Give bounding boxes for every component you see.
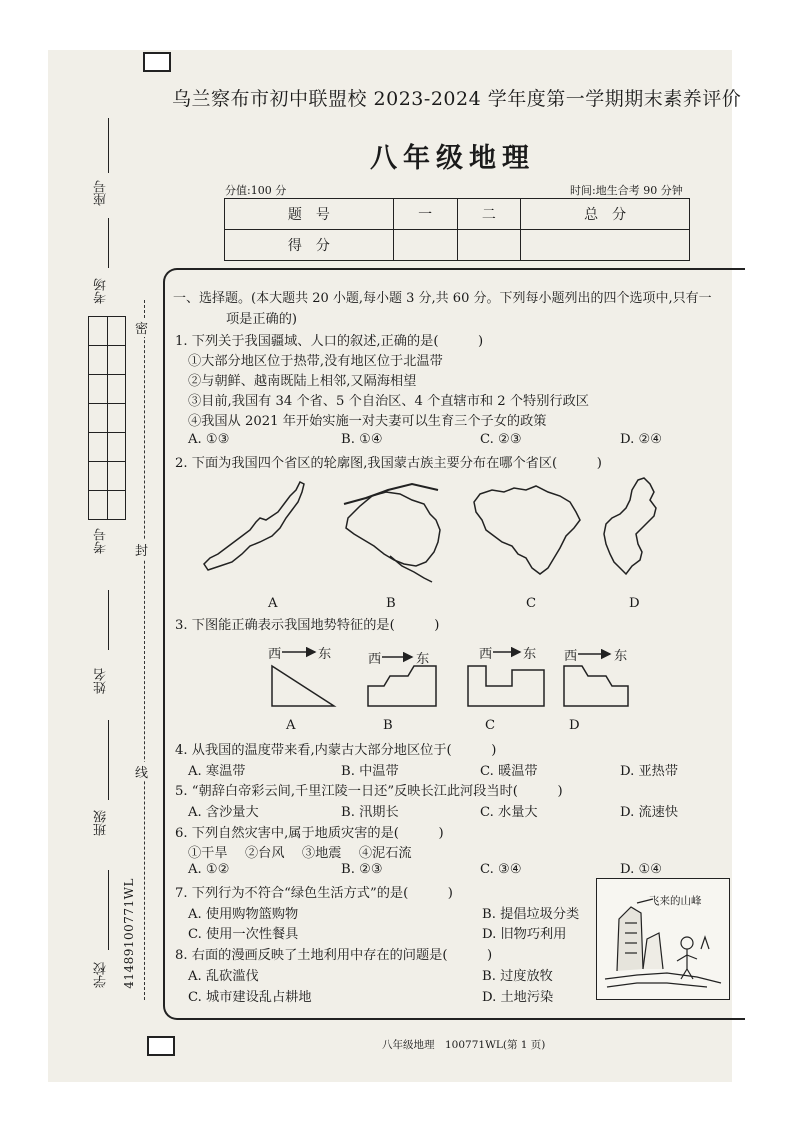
q1-option-d[interactable]: D. ②④ xyxy=(620,432,663,447)
q4-option-d[interactable]: D. 亚热带 xyxy=(620,764,679,779)
q1-item: ③目前,我国有 34 个省、5 个自治区、4 个直辖市和 2 个特别行政区 xyxy=(188,394,589,409)
q3-d-west: 西 xyxy=(564,649,578,664)
q7-option-c[interactable]: C. 使用一次性餐具 xyxy=(188,927,299,942)
seal-mark-feng: 封 xyxy=(135,540,148,559)
land-use-cartoon xyxy=(596,878,730,1000)
q3-d-east: 东 xyxy=(614,649,628,664)
q3-a-east: 东 xyxy=(318,647,332,662)
q3-c-west: 西 xyxy=(479,647,493,662)
seat-fill-line[interactable] xyxy=(108,118,109,173)
q8-option-d[interactable]: D. 土地污染 xyxy=(482,990,554,1005)
name-label: 姓名 xyxy=(94,668,109,694)
class-fill-line[interactable] xyxy=(108,720,109,800)
seal-line xyxy=(144,300,145,1000)
score-cell: 一 xyxy=(393,199,457,230)
cartoon-illustration xyxy=(597,879,729,999)
q7-option-a[interactable]: A. 使用购物篮购物 xyxy=(188,907,299,922)
total-score-note: 分值:100 分 xyxy=(225,184,287,197)
q6-option-d[interactable]: D. ①④ xyxy=(620,862,663,877)
q2-option-a[interactable]: A xyxy=(268,596,278,611)
province-outline-b xyxy=(346,492,440,566)
q3-option-a[interactable]: A xyxy=(286,718,296,733)
q6-items: ①干旱 ②台风 ③地震 ④泥石流 xyxy=(188,846,412,861)
q2-option-d[interactable]: D xyxy=(629,596,640,611)
q2-option-b[interactable]: B xyxy=(386,596,396,611)
q3-b-east: 东 xyxy=(416,652,430,667)
q7-option-d[interactable]: D. 旧物巧利用 xyxy=(482,927,567,942)
score-table-header-row xyxy=(225,199,690,230)
q8-option-c[interactable]: C. 城市建设乱占耕地 xyxy=(188,990,312,1005)
q6-stem: 6. 下列自然灾害中,属于地质灾害的是( ) xyxy=(175,826,444,841)
q3-stem: 3. 下图能正确表示我国地势特征的是( ) xyxy=(175,618,440,633)
q7-stem: 7. 下列行为不符合“绿色生活方式”的是( ) xyxy=(175,886,453,901)
q6-option-a[interactable]: A. ①② xyxy=(188,862,230,877)
terrain-profile-b xyxy=(368,666,436,706)
q2-option-c[interactable]: C xyxy=(526,596,537,611)
q5-option-d[interactable]: D. 流速快 xyxy=(620,805,679,820)
q1-item: ④我国从 2021 年开始实施一对夫妻可以生育三个子女的政策 xyxy=(188,414,547,429)
score-entry[interactable] xyxy=(521,230,690,261)
section-title: 一、选择题。(本大题共 20 小题,每小题 3 分,共 60 分。下列每小题列出的四个选项中,只有一 xyxy=(173,291,712,306)
cartoon-caption: 飞来的山峰 xyxy=(649,895,702,907)
section-title-cont: 项是正确的) xyxy=(226,312,298,327)
q1-item: ②与朝鲜、越南既陆上相邻,又隔海相望 xyxy=(188,374,417,389)
exam-id-grid[interactable] xyxy=(88,316,126,520)
name-fill-line[interactable] xyxy=(108,590,109,650)
q5-stem: 5. “朝辞白帝彩云间,千里江陵一日还”反映长江此河段当时( ) xyxy=(175,784,563,799)
score-cell: 得 分 xyxy=(225,230,394,261)
seat-label: 座号 xyxy=(94,180,109,206)
exam-banner: 乌兰察布市初中联盟校 2023-2024 学年度第一学期期末素养评价 xyxy=(172,88,742,110)
province-outline-figure xyxy=(180,470,680,595)
registration-mark-top xyxy=(143,52,171,72)
score-table xyxy=(224,198,690,261)
seal-mark-mi: 密 xyxy=(135,318,148,337)
q7-option-b[interactable]: B. 提倡垃圾分类 xyxy=(482,907,580,922)
score-entry[interactable] xyxy=(393,230,457,261)
province-outline-c xyxy=(474,486,580,574)
exam-id-label: 考号 xyxy=(94,528,109,554)
q8-stem: 8. 右面的漫画反映了土地利用中存在的问题是( ) xyxy=(175,948,493,963)
score-table-score-row xyxy=(225,230,690,261)
room-fill-line[interactable] xyxy=(108,218,109,268)
school-fill-line[interactable] xyxy=(108,870,109,950)
page-footer: 八年级地理 100771WL(第 1 页) xyxy=(382,1039,546,1051)
terrain-profile-c xyxy=(468,666,544,706)
province-outline-a xyxy=(204,482,304,570)
q1-item: ①大部分地区位于热带,没有地区位于北温带 xyxy=(188,354,443,369)
serial-number: 4148910077​1WL xyxy=(122,878,136,989)
q1-option-c[interactable]: C. ②③ xyxy=(480,432,522,447)
score-entry[interactable] xyxy=(457,230,521,261)
q3-a-west: 西 xyxy=(268,647,282,662)
q5-option-a[interactable]: A. 含沙量大 xyxy=(188,805,259,820)
q1-option-a[interactable]: A. ①③ xyxy=(188,432,230,447)
class-label: 班级 xyxy=(94,810,109,836)
q4-option-c[interactable]: C. 暖温带 xyxy=(480,764,538,779)
terrain-profile-d xyxy=(564,666,628,706)
registration-mark-bottom xyxy=(147,1036,175,1056)
q4-option-b[interactable]: B. 中温带 xyxy=(341,764,399,779)
q4-stem: 4. 从我国的温度带来看,内蒙古大部分地区位于( ) xyxy=(175,743,497,758)
q6-option-b[interactable]: B. ②③ xyxy=(341,862,383,877)
q1-option-b[interactable]: B. ①④ xyxy=(341,432,383,447)
score-cell: 总 分 xyxy=(521,199,690,230)
q3-option-d[interactable]: D xyxy=(569,718,580,733)
q5-option-c[interactable]: C. 水量大 xyxy=(480,805,538,820)
q3-b-west: 西 xyxy=(368,652,382,667)
seal-mark-xian: 线 xyxy=(135,762,148,781)
room-label: 考场 xyxy=(94,278,109,304)
q8-option-b[interactable]: B. 过度放牧 xyxy=(482,969,553,984)
q3-option-c[interactable]: C xyxy=(485,718,496,733)
q6-option-c[interactable]: C. ③④ xyxy=(480,862,522,877)
school-label: 学校 xyxy=(94,962,109,988)
q1-stem: 1. 下列关于我国疆域、人口的叙述,正确的是( ) xyxy=(175,334,484,349)
terrain-profile-figure xyxy=(260,640,680,720)
q3-option-b[interactable]: B xyxy=(383,718,393,733)
q2-stem: 2. 下面为我国四个省区的轮廓图,我国蒙古族主要分布在哪个省区( ) xyxy=(175,456,602,471)
q3-c-east: 东 xyxy=(523,647,537,662)
time-note: 时间:地生合考 90 分钟 xyxy=(570,184,683,197)
province-outline-d xyxy=(604,478,656,574)
score-cell: 二 xyxy=(457,199,521,230)
score-cell: 题 号 xyxy=(225,199,394,230)
q5-option-b[interactable]: B. 汛期长 xyxy=(341,805,399,820)
subject-title: 八年级地理 xyxy=(370,143,535,174)
q8-option-a[interactable]: A. 乱砍滥伐 xyxy=(188,969,259,984)
terrain-profile-a xyxy=(272,666,334,706)
q4-option-a[interactable]: A. 寒温带 xyxy=(188,764,246,779)
